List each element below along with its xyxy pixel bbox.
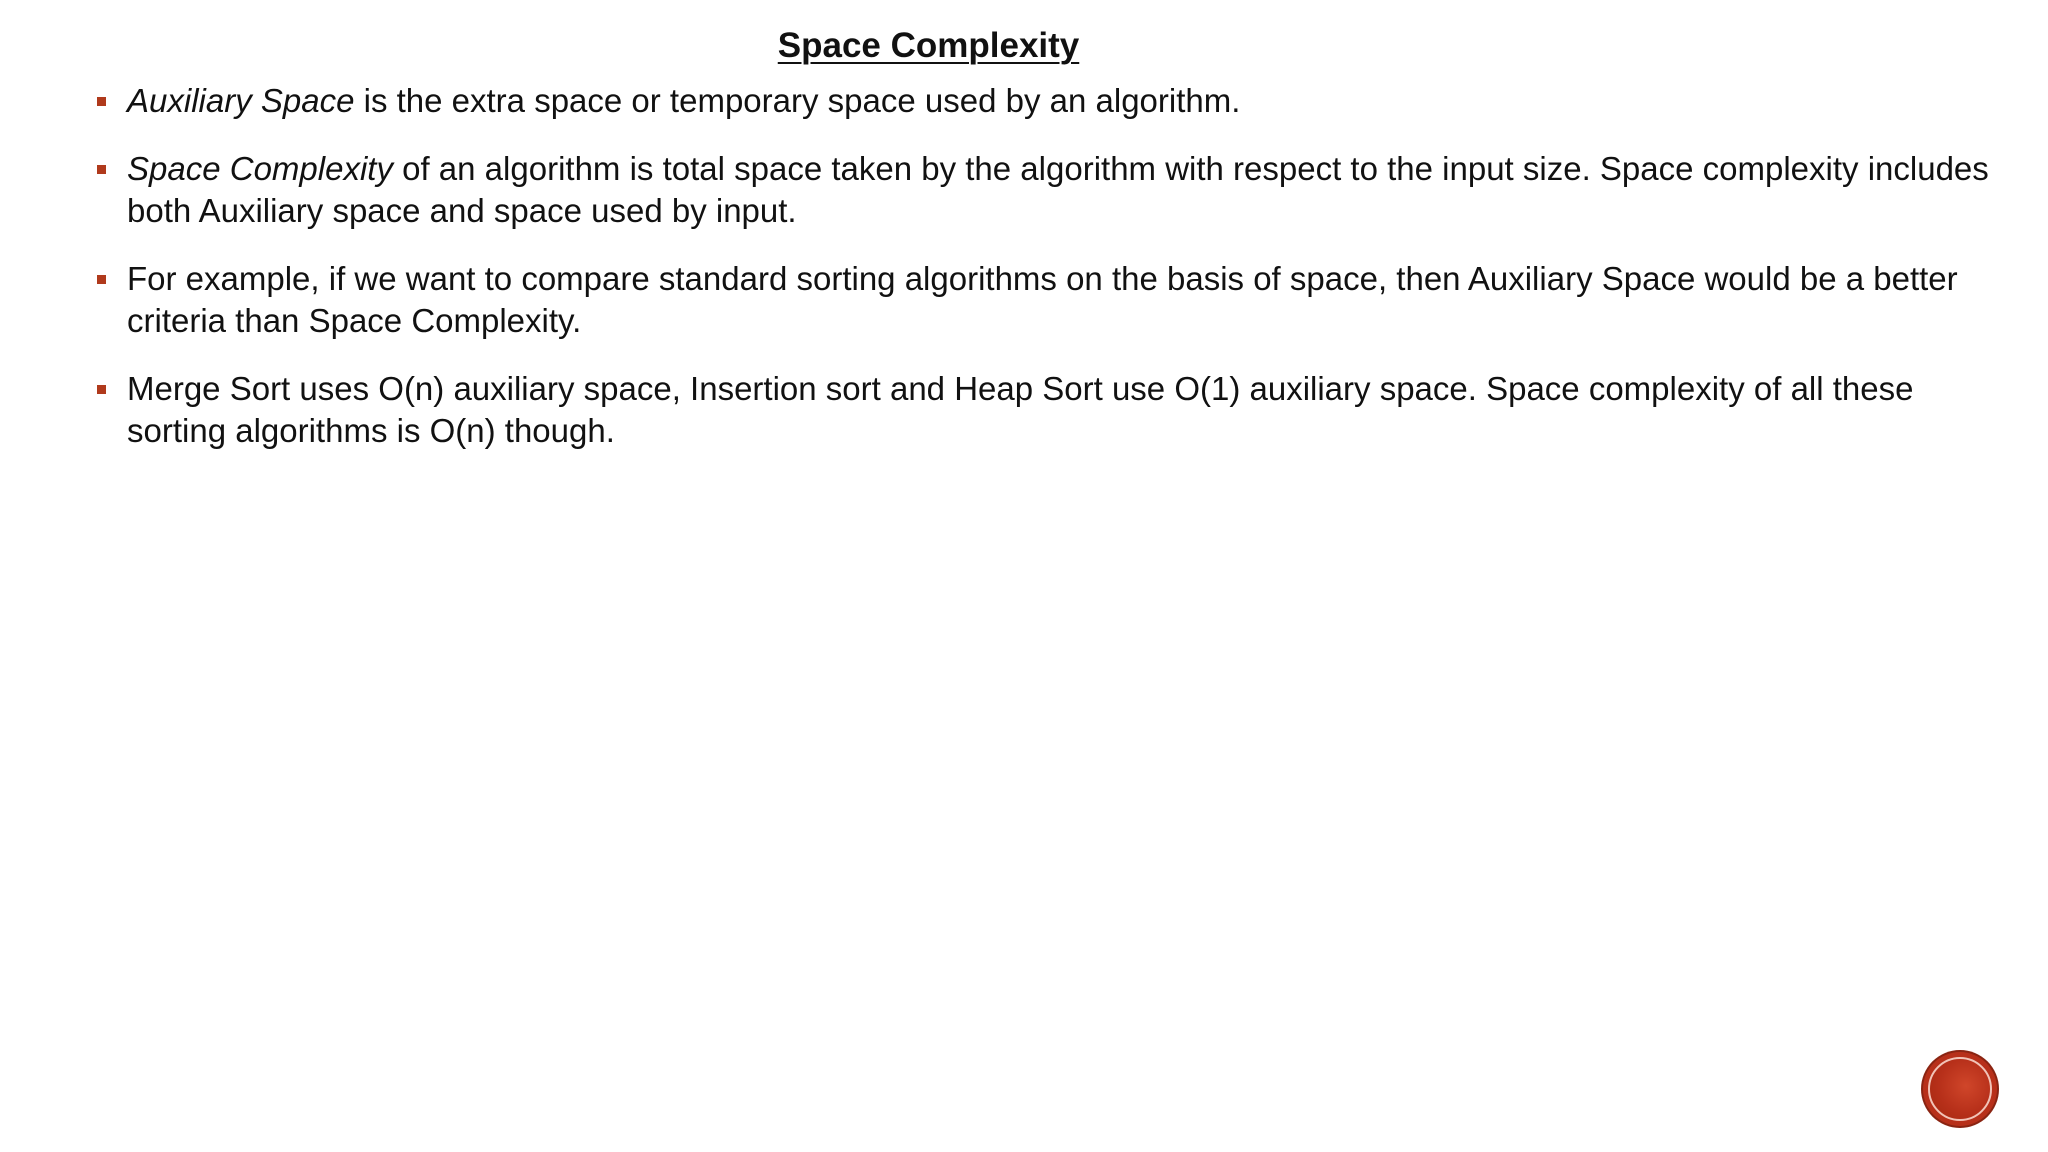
bullet-text: is the extra space or temporary space used by an algorithm. [354,82,1241,119]
square-bullet-icon [97,385,106,394]
square-bullet-icon [97,165,106,174]
bullet-emphasis: Space Complexity [127,150,393,187]
bullet-item-auxiliary-space [95,80,2015,122]
bullet-text: of an algorithm is total space taken by the algorithm with respect to the input size. Space complexity includes both Auxiliary space and space used by input. [127,150,1989,229]
bullet-item-space-complexity [95,148,2015,232]
square-bullet-icon [97,97,106,106]
slide-navigation-circle-icon [1928,1057,1992,1121]
bullet-list [95,80,2015,478]
bullet-text: For example, if we want to compare standard sorting algorithms on the basis of space, then Auxiliary Space would be a better criteria than Space Complexity. [127,260,1958,339]
bullet-text: Merge Sort uses O(n) auxiliary space, Insertion sort and Heap Sort use O(1) auxiliary space. Space complexity of all these sorting algorithms is O(n) though. [127,370,1914,449]
bullet-item-example [95,258,2015,342]
slide-title: Space Complexity [777,26,1080,65]
bullet-emphasis: Auxiliary Space [127,82,355,119]
bullet-item-merge-sort [95,368,2015,452]
square-bullet-icon [97,275,106,284]
slide-navigation-button[interactable] [1923,1052,1997,1126]
